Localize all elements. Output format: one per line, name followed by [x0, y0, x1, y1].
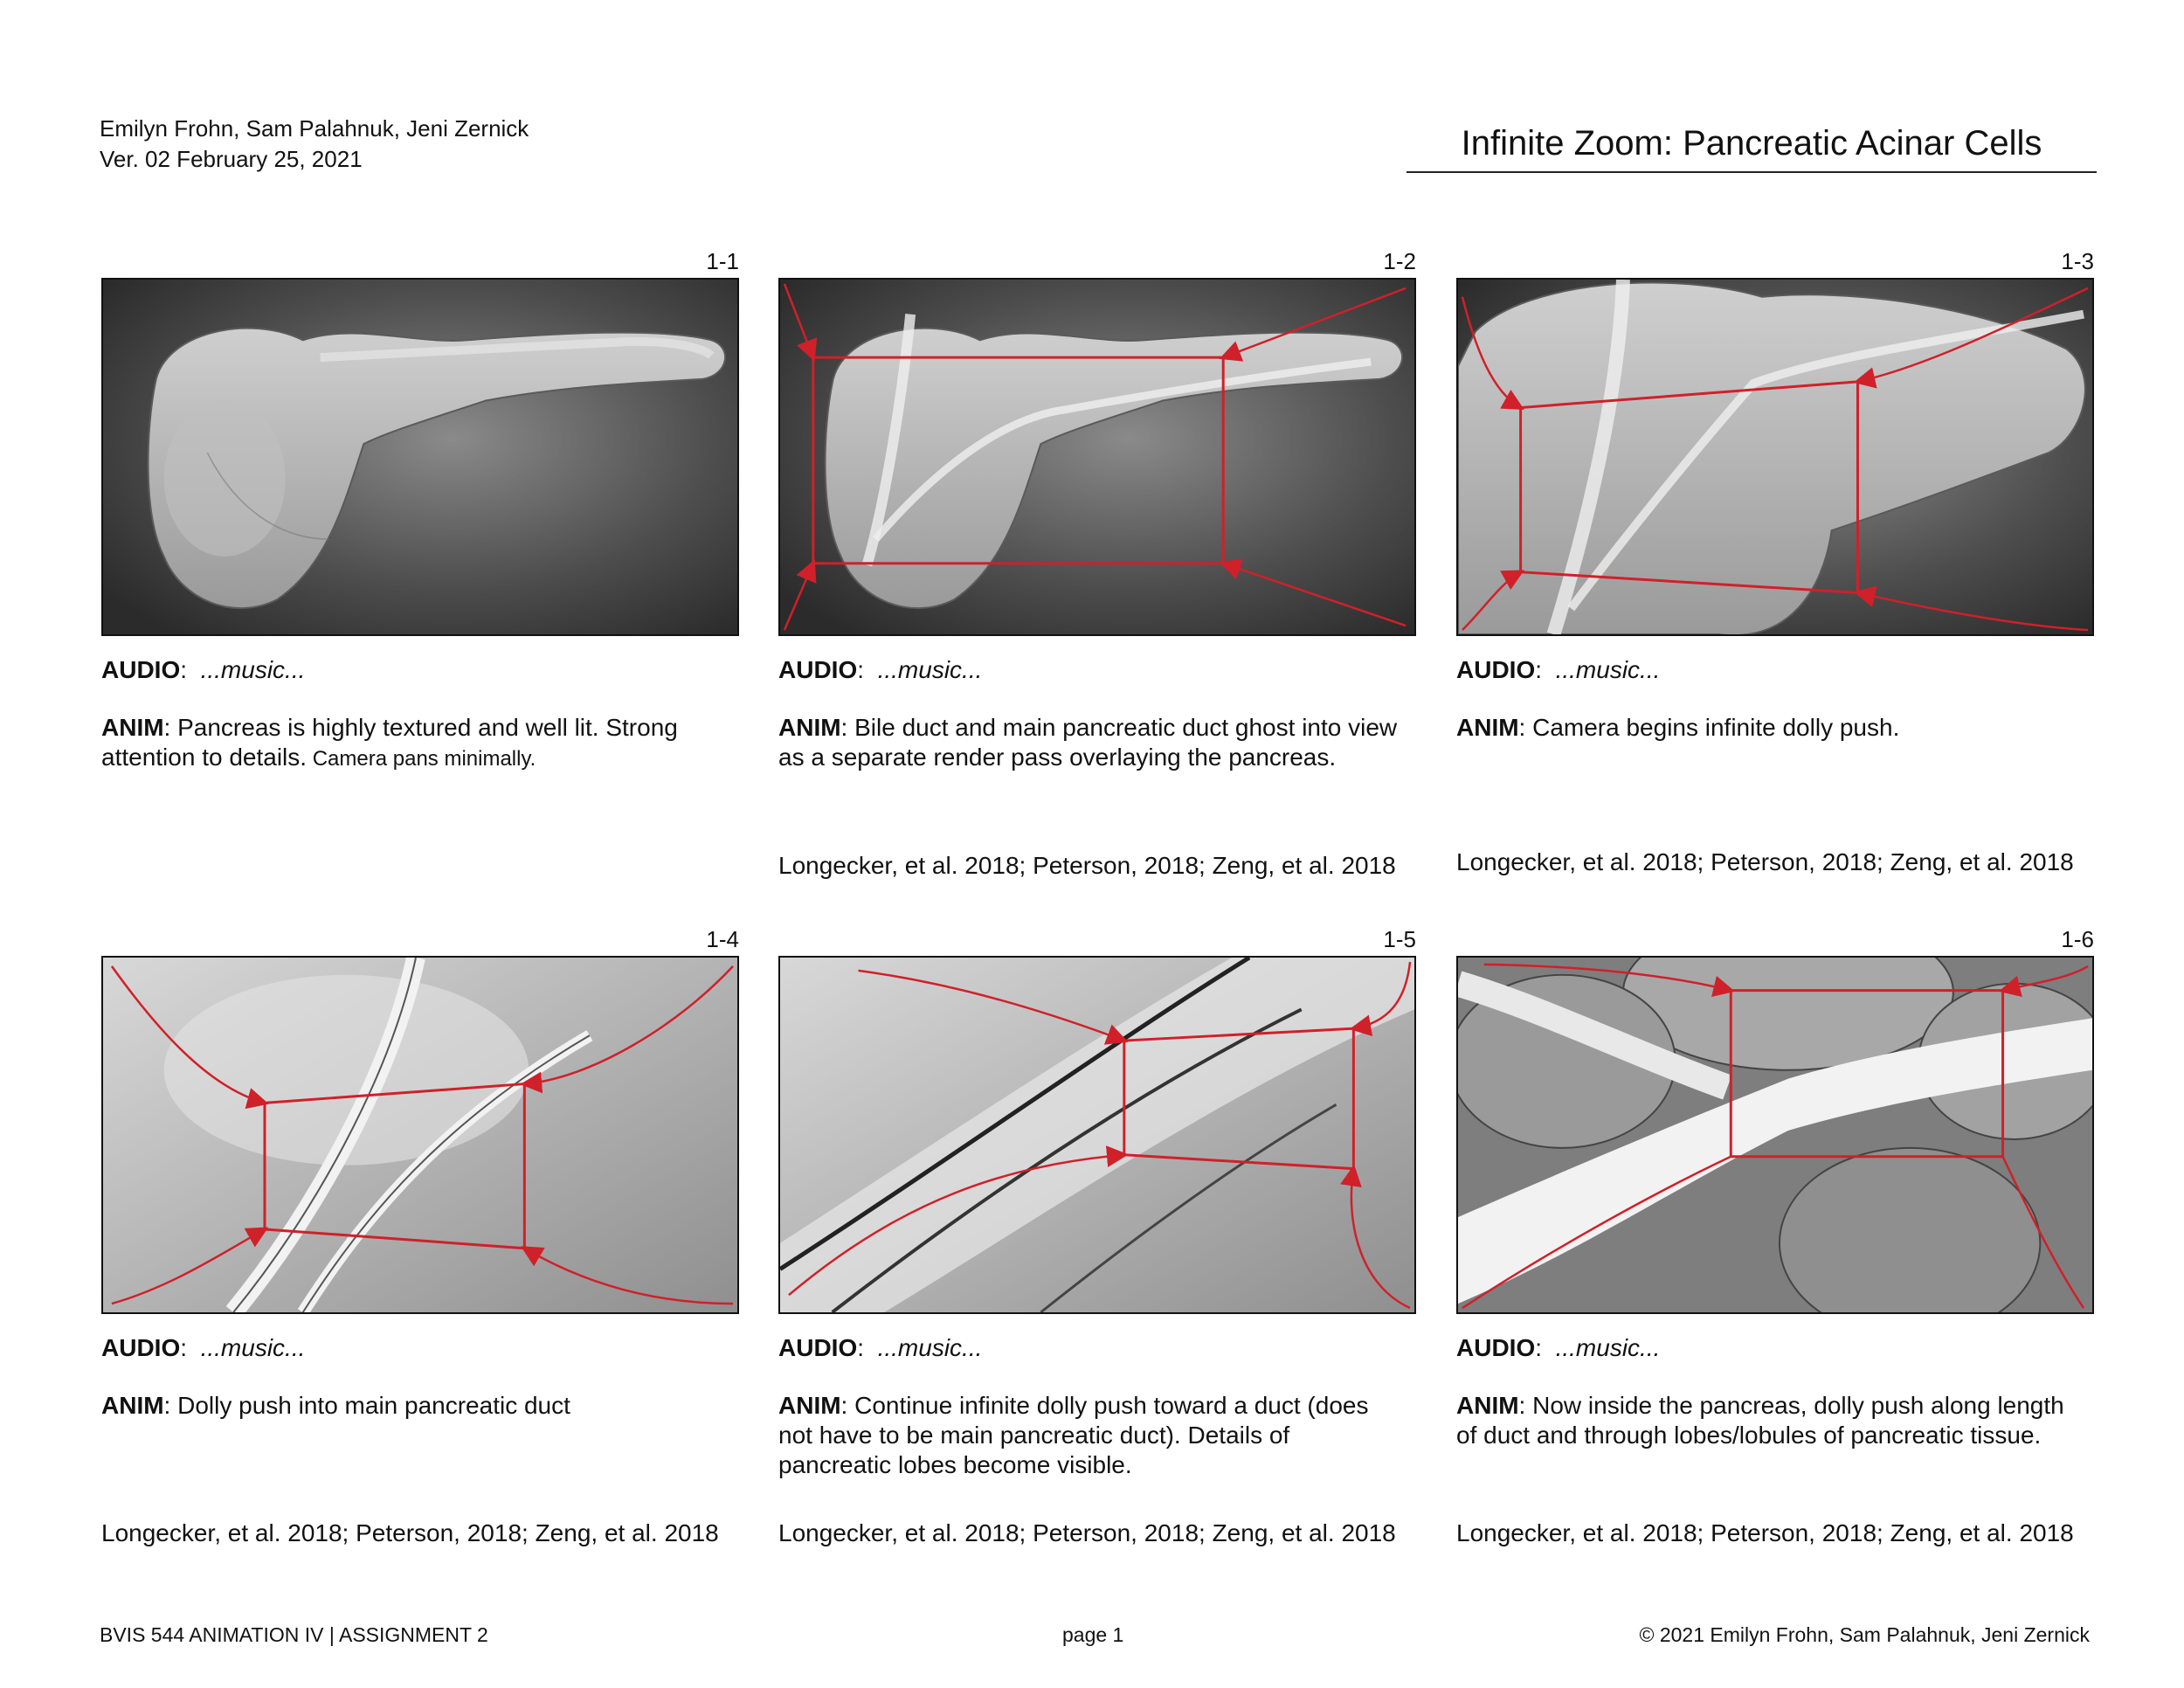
audio-note: AUDIO: ...music...: [1456, 1334, 1661, 1361]
panel-number: 1-6: [2061, 926, 2094, 952]
storyboard-frame: [101, 956, 739, 1314]
anim-text: Bile duct and main pancreatic duct ghost into view as a separate render pass overlaying the pancreas.: [778, 714, 1398, 771]
storyboard-frame: [778, 278, 1416, 636]
authors: Emilyn Frohn, Sam Palahnuk, Jeni Zernick: [100, 115, 529, 142]
pancreas-duct-illustration: [780, 280, 1414, 634]
panel-number: 1-4: [706, 926, 739, 952]
panel-number: 1-1: [706, 248, 739, 274]
audio-text: ...music...: [200, 656, 306, 683]
copyright-notice: © 2021 Emilyn Frohn, Sam Palahnuk, Jeni Zernick: [1639, 1623, 2090, 1646]
anim-text: Camera begins infinite dolly push.: [1532, 714, 1900, 741]
anim-note: ANIM: Camera begins infinite dolly push.: [1456, 714, 1900, 741]
anim-text: Dolly push into main pancreatic duct: [177, 1392, 570, 1419]
reference-citation: Longecker, et al. 2018; Peterson, 2018; Zeng, et al. 2018: [1456, 848, 2074, 875]
anim-note: ANIM: Now inside the pancreas, dolly push along length of duct and through lobes/lobules of pancreatic tissue.: [1456, 1392, 2064, 1449]
header-credits: [100, 114, 529, 175]
panel-number: 1-2: [1383, 248, 1416, 274]
reference-citation: Longecker, et al. 2018; Peterson, 2018; Zeng, et al. 2018: [101, 1519, 719, 1546]
page-title: Infinite Zoom: Pancreatic Acinar Cells: [1406, 121, 2097, 173]
anim-note: ANIM: Bile duct and main pancreatic duct ghost into view as a separate render pass overlaying the pancreas.: [778, 714, 1398, 771]
pancreas-illustration: [103, 280, 737, 634]
pancreas-closeup-illustration: [1458, 280, 2092, 634]
anim-note: ANIM: Dolly push into main pancreatic duct: [101, 1392, 570, 1419]
reference-citation: Longecker, et al. 2018; Peterson, 2018; Zeng, et al. 2018: [778, 852, 1396, 879]
anim-text: Now inside the pancreas, dolly push along length of duct and through lobes/lobules of pancreatic tissue.: [1456, 1392, 2064, 1449]
audio-note: AUDIO: ...music...: [778, 1334, 983, 1361]
version-date: Ver. 02 February 25, 2021: [100, 146, 363, 172]
inside-pancreas-illustration: [1458, 958, 2092, 1312]
anim-text: Continue infinite dolly push toward a duct (does not have to be main pancreatic duct). Details of pancreatic lobes become visible.: [778, 1392, 1369, 1478]
audio-text: ...music...: [1555, 656, 1661, 683]
anim-text-small: Camera pans minimally.: [307, 747, 536, 771]
audio-text: ...music...: [877, 656, 983, 683]
course-info: BVIS 544 ANIMATION IV | ASSIGNMENT 2: [100, 1623, 488, 1646]
audio-note: AUDIO: ...music...: [101, 656, 306, 683]
duct-closeup-illustration: [103, 958, 737, 1312]
storyboard-frame: [101, 278, 739, 636]
storyboard-frame: [778, 956, 1416, 1314]
anim-text: Pancreas is highly textured and well lit. Strong attention to details.: [101, 714, 678, 771]
page-number: page 1: [1062, 1623, 1124, 1646]
panel-number: 1-5: [1383, 926, 1416, 952]
audio-note: AUDIO: ...music...: [778, 656, 983, 683]
audio-text: ...music...: [877, 1334, 983, 1361]
lobe-details-illustration: [780, 958, 1414, 1312]
anim-note: ANIM: Continue infinite dolly push toward a duct (does not have to be main pancreatic duct). Details of pancreatic lobes become visible.: [778, 1392, 1369, 1478]
audio-note: AUDIO: ...music...: [1456, 656, 1661, 683]
reference-citation: Longecker, et al. 2018; Peterson, 2018; Zeng, et al. 2018: [1456, 1519, 2074, 1546]
storyboard-frame: [1456, 278, 2094, 636]
audio-text: ...music...: [200, 1334, 306, 1361]
panel-number: 1-3: [2061, 248, 2094, 274]
anim-note: ANIM: Pancreas is highly textured and well lit. Strong attention to details. Camera pans minimally.: [101, 714, 678, 771]
reference-citation: Longecker, et al. 2018; Peterson, 2018; Zeng, et al. 2018: [778, 1519, 1396, 1546]
audio-note: AUDIO: ...music...: [101, 1334, 306, 1361]
storyboard-frame: [1456, 956, 2094, 1314]
audio-text: ...music...: [1555, 1334, 1661, 1361]
